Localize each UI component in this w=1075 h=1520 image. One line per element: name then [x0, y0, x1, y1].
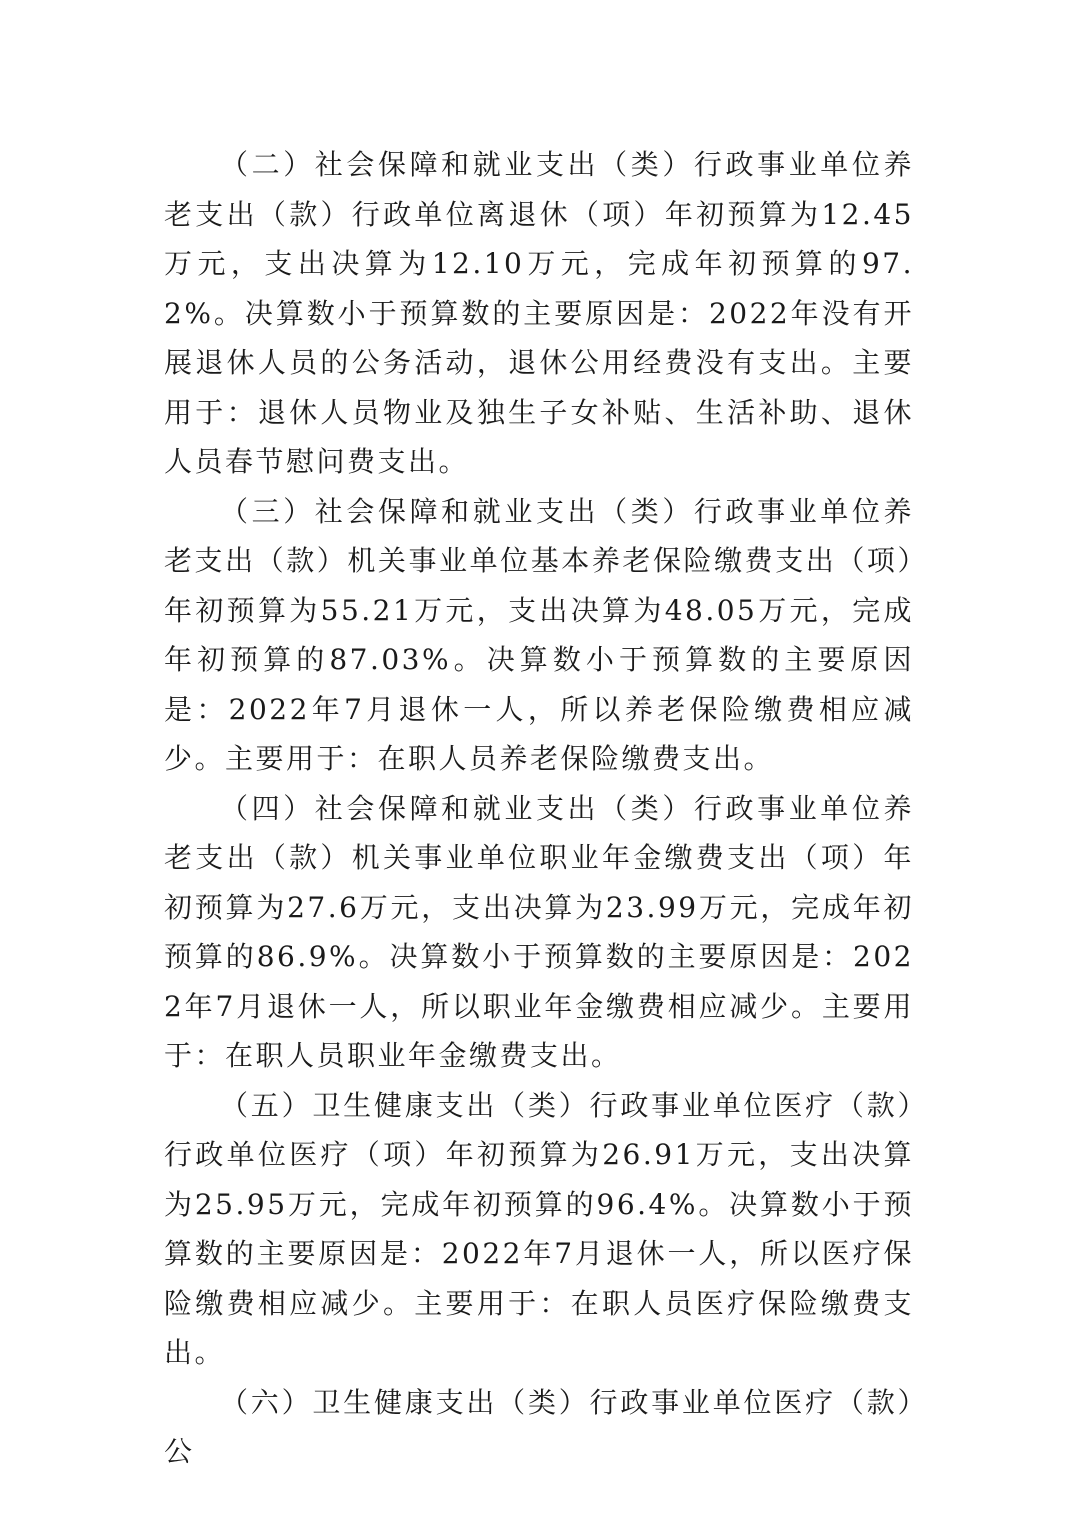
paragraph-4: （四）社会保障和就业支出（类）行政事业单位养老支出（款）机关事业单位职业年金缴费支出（项）年初预算为27.6万元，支出决算为23.99万元，完成年初预算的86.9%。决算数小于预算数的主要原因是：2022年7月退休一人，所以职业年金缴费相应减少。主要用于：在职人员职业年金缴费支出。 [164, 791, 914, 1072]
paragraph-2: （二）社会保障和就业支出（类）行政事业单位养老支出（款）行政单位离退休（项）年初预算为12.45万元，支出决算为12.10万元，完成年初预算的97.2%。决算数小于预算数的主要原因是：2022年没有开展退休人员的公务活动，退休公用经费没有支出。主要用于：退休人员物业及独生子女补贴、生活补助、退休人员春节慰问费支出。 [164, 148, 914, 478]
paragraph-6: （六）卫生健康支出（类）行政事业单位医疗（款）公 [164, 1385, 914, 1468]
paragraph-5: （五）卫生健康支出（类）行政事业单位医疗（款）行政单位医疗（项）年初预算为26.91万元，支出决算为25.95万元，完成年初预算的96.4%。决算数小于预算数的主要原因是：2022年7月退休一人，所以医疗保险缴费相应减少。主要用于：在职人员医疗保险缴费支出。 [164, 1088, 914, 1369]
paragraph-3: （三）社会保障和就业支出（类）行政事业单位养老支出（款）机关事业单位基本养老保险缴费支出（项）年初预算为55.21万元，支出决算为48.05万元，完成年初预算的87.03%。决算数小于预算数的主要原因是：2022年7月退休一人，所以养老保险缴费相应减少。主要用于：在职人员养老保险缴费支出。 [164, 494, 914, 775]
body-text [164, 140, 914, 1477]
